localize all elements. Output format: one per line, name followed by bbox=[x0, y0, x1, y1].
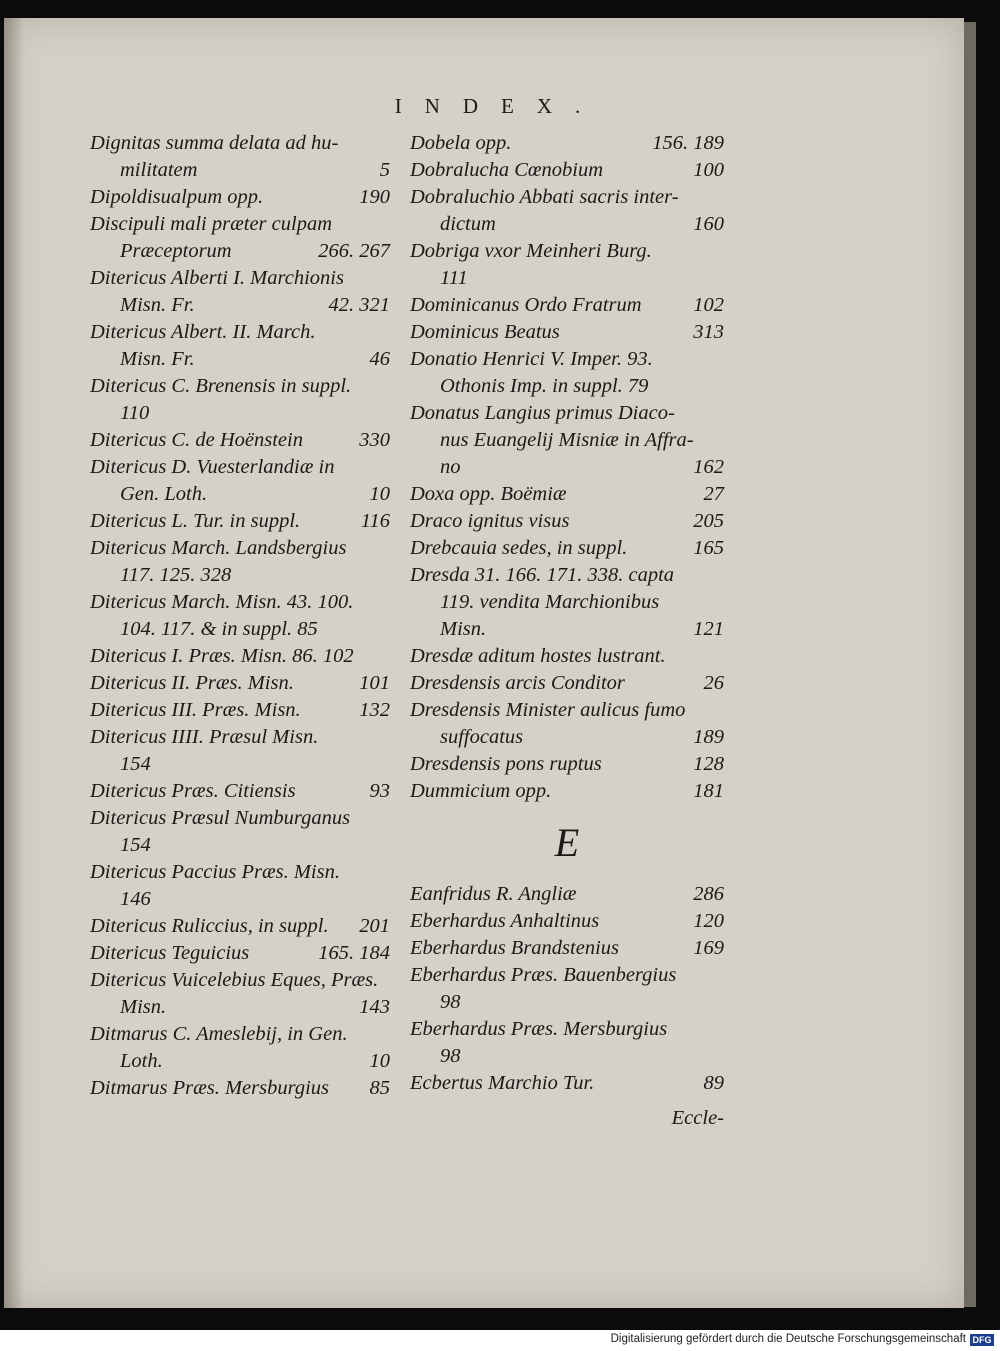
index-entry bbox=[410, 562, 724, 589]
index-column-left bbox=[90, 130, 390, 1102]
entry-text: Ditericus Præs. Citiensis bbox=[90, 780, 296, 802]
entry-page-number: 46 bbox=[369, 348, 390, 370]
entry-page-number: 313 bbox=[693, 321, 724, 343]
index-entry bbox=[410, 454, 724, 481]
entry-text: Ditericus I. Præs. Misn. 86. 102 bbox=[90, 645, 354, 667]
index-entry bbox=[90, 1048, 390, 1075]
index-entry bbox=[90, 562, 390, 589]
index-entry bbox=[90, 400, 390, 427]
entry-text: Ditericus March. Misn. 43. 100. bbox=[90, 591, 354, 613]
index-entry bbox=[90, 940, 390, 967]
entry-text: Loth. bbox=[120, 1050, 163, 1072]
index-entry bbox=[90, 589, 390, 616]
entry-page-number: 330 bbox=[359, 429, 390, 451]
entry-text: Misn. bbox=[120, 996, 167, 1018]
entry-text: Eberhardus Anhaltinus bbox=[410, 910, 600, 932]
entry-page-number: 165 bbox=[693, 537, 724, 559]
entry-text: Eberhardus Præs. Mersburgius bbox=[410, 1018, 668, 1040]
entry-text: Misn. Fr. bbox=[120, 348, 195, 370]
index-entry bbox=[410, 616, 724, 643]
index-entry bbox=[410, 935, 724, 962]
index-entry bbox=[90, 319, 390, 346]
index-entry bbox=[90, 967, 390, 994]
entry-text: Dignitas summa delata ad hu- bbox=[90, 132, 339, 154]
index-entry bbox=[90, 913, 390, 940]
index-entry bbox=[410, 427, 724, 454]
index-entry bbox=[90, 427, 390, 454]
entry-text: Ditericus Præsul Numburganus bbox=[90, 807, 351, 829]
index-entry bbox=[90, 886, 390, 913]
entry-page-number: 156. 189 bbox=[652, 132, 724, 154]
index-entry bbox=[410, 130, 724, 157]
entry-page-number: 189 bbox=[693, 726, 724, 748]
index-entry bbox=[90, 157, 390, 184]
entry-text: Ditericus Paccius Præs. Misn. bbox=[90, 861, 340, 883]
entry-text: Eberhardus Brandstenius bbox=[410, 937, 619, 959]
page-header: INDEX. bbox=[394, 94, 604, 118]
entry-text: Doxa opp. Boëmiæ bbox=[410, 483, 567, 505]
entry-text: Dominicus Beatus bbox=[410, 321, 560, 343]
entry-text: 146 bbox=[120, 888, 151, 910]
entry-text: Dobraluchio Abbati sacris inter- bbox=[410, 186, 679, 208]
index-entry bbox=[410, 319, 724, 346]
index-entry bbox=[90, 670, 390, 697]
entry-text: Discipuli mali præter culpam bbox=[90, 213, 333, 235]
entry-text: Donatio Henrici V. Imper. 93. bbox=[410, 348, 653, 370]
index-entry bbox=[410, 881, 724, 908]
entry-text: Dobralucha Cœnobium bbox=[410, 159, 604, 181]
entry-text: Dobriga vxor Meinheri Burg. bbox=[410, 240, 652, 262]
entry-text: 111 bbox=[440, 267, 468, 289]
entry-page-number: 121 bbox=[693, 618, 724, 640]
index-column-right bbox=[410, 130, 724, 1097]
entry-page-number: 201 bbox=[359, 915, 390, 937]
entry-text: Ditericus D. Vuesterlandiæ in bbox=[90, 456, 335, 478]
index-entry bbox=[410, 346, 724, 373]
entry-text: Ditericus IIII. Præsul Misn. bbox=[90, 726, 319, 748]
entry-text: 119. vendita Marchionibus bbox=[440, 591, 660, 613]
entry-text: Ditericus III. Præs. Misn. bbox=[90, 699, 301, 721]
entry-page-number: 286 bbox=[693, 883, 724, 905]
index-entry bbox=[410, 292, 724, 319]
entry-page-number: 116 bbox=[360, 510, 390, 532]
entry-text: Ditericus L. Tur. in suppl. bbox=[90, 510, 301, 532]
entry-page-number: 5 bbox=[379, 159, 390, 181]
index-entry bbox=[90, 265, 390, 292]
index-entry bbox=[410, 1070, 724, 1097]
index-entry bbox=[90, 346, 390, 373]
index-entry bbox=[410, 589, 724, 616]
entry-text: Donatus Langius primus Diaco- bbox=[410, 402, 675, 424]
index-entry bbox=[410, 481, 724, 508]
index-entry bbox=[410, 643, 724, 670]
index-entry bbox=[410, 778, 724, 805]
entry-text: Ditericus Ruliccius, in suppl. bbox=[90, 915, 329, 937]
entry-page-number: 27 bbox=[703, 483, 724, 505]
index-entry bbox=[90, 859, 390, 886]
index-entry bbox=[90, 508, 390, 535]
entry-text: Dresdensis Minister aulicus fumo bbox=[410, 699, 686, 721]
entry-text: Eanfridus R. Angliæ bbox=[410, 883, 577, 905]
entry-text: Eberhardus Præs. Bauenbergius bbox=[410, 964, 677, 986]
index-entry bbox=[410, 238, 724, 265]
entry-page-number: 101 bbox=[359, 672, 390, 694]
page-edge bbox=[964, 22, 976, 1307]
entry-page-number: 181 bbox=[693, 780, 724, 802]
entry-text: 104. 117. & in suppl. 85 bbox=[120, 618, 318, 640]
entry-text: Ditericus C. de Hoënstein bbox=[90, 429, 303, 451]
entry-page-number: 128 bbox=[693, 753, 724, 775]
entry-text: dictum bbox=[440, 213, 496, 235]
index-entry bbox=[90, 535, 390, 562]
entry-page-number: 85 bbox=[369, 1077, 390, 1099]
index-entry bbox=[410, 670, 724, 697]
entry-text: Dresdensis arcis Conditor bbox=[410, 672, 625, 694]
entry-text: Misn. Fr. bbox=[120, 294, 195, 316]
index-entry bbox=[90, 373, 390, 400]
entry-text: Dipoldisualpum opp. bbox=[90, 186, 264, 208]
entry-text: Ecbertus Marchio Tur. bbox=[410, 1072, 595, 1094]
entry-text: Gen. Loth. bbox=[120, 483, 208, 505]
index-entry bbox=[90, 481, 390, 508]
index-entry bbox=[90, 697, 390, 724]
index-entry bbox=[410, 211, 724, 238]
entry-text: 110 bbox=[120, 402, 150, 424]
entry-text: Othonis Imp. in suppl. 79 bbox=[440, 375, 649, 397]
entry-text: Dobela opp. bbox=[410, 132, 512, 154]
entry-text: Ditericus Teguicius bbox=[90, 942, 250, 964]
entry-page-number: 143 bbox=[359, 996, 390, 1018]
entry-page-number: 132 bbox=[359, 699, 390, 721]
entry-page-number: 190 bbox=[359, 186, 390, 208]
index-entry bbox=[90, 643, 390, 670]
entry-text: Ditericus Alberti I. Marchionis bbox=[90, 267, 344, 289]
entry-text: Misn. bbox=[440, 618, 487, 640]
index-entry bbox=[410, 724, 724, 751]
index-entry bbox=[410, 373, 724, 400]
index-entry bbox=[410, 697, 724, 724]
entry-page-number: 120 bbox=[693, 910, 724, 932]
entry-text: Draco ignitus visus bbox=[410, 510, 570, 532]
entry-page-number: 10 bbox=[369, 1050, 390, 1072]
index-entry bbox=[90, 724, 390, 751]
index-entry bbox=[90, 211, 390, 238]
entry-page-number: 42. 321 bbox=[328, 294, 390, 316]
entry-text: 154 bbox=[120, 834, 151, 856]
entry-page-number: 266. 267 bbox=[318, 240, 390, 262]
index-entry bbox=[90, 184, 390, 211]
index-entry bbox=[90, 454, 390, 481]
entry-page-number: 165. 184 bbox=[318, 942, 390, 964]
index-entry bbox=[90, 238, 390, 265]
dfg-logo: DFG bbox=[970, 1334, 994, 1346]
index-entry bbox=[410, 535, 724, 562]
entry-text: 98 bbox=[440, 1045, 461, 1067]
entry-text: Dresda 31. 166. 171. 338. capta bbox=[410, 564, 675, 586]
entry-page-number: 169 bbox=[693, 937, 724, 959]
entry-page-number: 102 bbox=[693, 294, 724, 316]
entry-page-number: 160 bbox=[693, 213, 724, 235]
index-entry bbox=[90, 751, 390, 778]
index-entry bbox=[410, 989, 724, 1016]
entry-text: 154 bbox=[120, 753, 151, 775]
index-entry bbox=[410, 400, 724, 427]
index-entry bbox=[90, 994, 390, 1021]
entry-text: Ditericus Albert. II. March. bbox=[90, 321, 316, 343]
entry-text: Drebcauia sedes, in suppl. bbox=[410, 537, 628, 559]
entry-text: Ditericus C. Brenensis in suppl. bbox=[90, 375, 352, 397]
entry-text: 117. 125. 328 bbox=[120, 564, 232, 586]
entry-text: Præceptorum bbox=[120, 240, 232, 262]
index-entry bbox=[90, 292, 390, 319]
entry-text: militatem bbox=[120, 159, 198, 181]
index-entry bbox=[90, 805, 390, 832]
index-entry bbox=[410, 508, 724, 535]
index-entry bbox=[90, 778, 390, 805]
index-entry bbox=[410, 908, 724, 935]
index-entry bbox=[90, 1021, 390, 1048]
index-entry bbox=[410, 265, 724, 292]
entry-text: Ditericus II. Præs. Misn. bbox=[90, 672, 294, 694]
entry-text: Dummicium opp. bbox=[410, 780, 552, 802]
entry-text: Ditmarus C. Ameslebij, in Gen. bbox=[90, 1023, 348, 1045]
entry-text: nus Euangelij Misniæ in Affra- bbox=[440, 429, 694, 451]
index-entry bbox=[90, 616, 390, 643]
entry-text: Dresdensis pons ruptus bbox=[410, 753, 602, 775]
entry-text: Dominicanus Ordo Fratrum bbox=[410, 294, 642, 316]
index-entry bbox=[90, 1075, 390, 1102]
entry-page-number: 89 bbox=[703, 1072, 724, 1094]
index-entry bbox=[410, 184, 724, 211]
entry-text: Ditericus Vuicelebius Eques, Præs. bbox=[90, 969, 379, 991]
index-entry bbox=[90, 832, 390, 859]
index-entry bbox=[410, 962, 724, 989]
entry-page-number: 205 bbox=[693, 510, 724, 532]
entry-text: 98 bbox=[440, 991, 461, 1013]
entry-page-number: 100 bbox=[693, 159, 724, 181]
index-entry bbox=[90, 130, 390, 157]
index-entry bbox=[410, 751, 724, 778]
index-entry bbox=[410, 1016, 724, 1043]
index-entry bbox=[410, 157, 724, 184]
entry-page-number: 10 bbox=[369, 483, 390, 505]
entry-text: Ditericus March. Landsbergius bbox=[90, 537, 347, 559]
entry-page-number: 26 bbox=[703, 672, 724, 694]
entry-text: no bbox=[440, 456, 461, 478]
catchword: Eccle- bbox=[671, 1107, 724, 1129]
index-entry bbox=[410, 1043, 724, 1070]
index-section-d bbox=[410, 130, 724, 805]
index-section-e bbox=[410, 881, 724, 1097]
section-letter: E bbox=[554, 820, 580, 865]
entry-text: Ditmarus Præs. Mersburgius bbox=[90, 1077, 330, 1099]
book-page bbox=[4, 18, 964, 1308]
entry-page-number: 93 bbox=[369, 780, 390, 802]
entry-page-number: 162 bbox=[693, 456, 724, 478]
entry-text: Dresdæ aditum hostes lustrant. bbox=[410, 645, 666, 667]
entry-text: suffocatus bbox=[440, 726, 524, 748]
digitization-credit: Digitalisierung gefördert durch die Deutsche Forschungsgemeinschaft bbox=[610, 1333, 966, 1345]
